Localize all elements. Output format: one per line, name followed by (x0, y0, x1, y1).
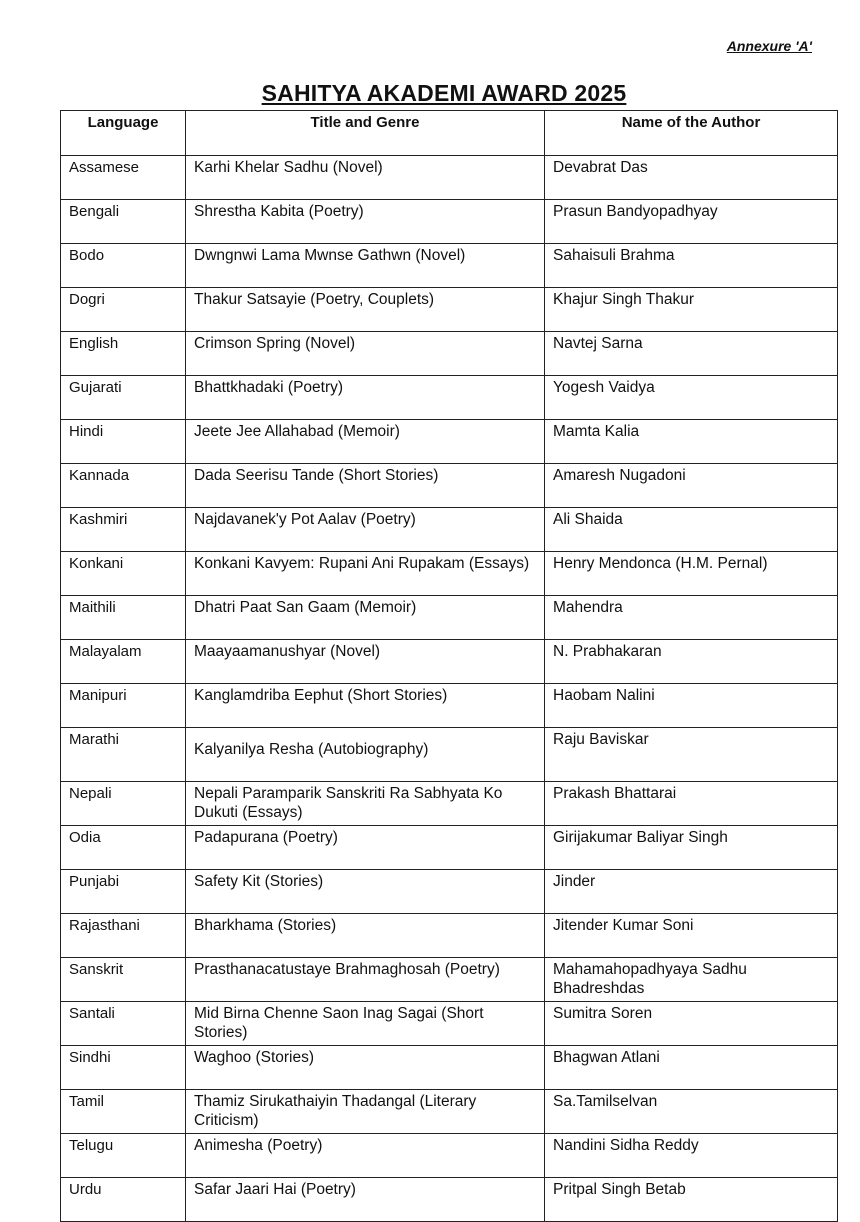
table-row (61, 684, 838, 728)
language-cell: Bodo (61, 244, 186, 288)
language-cell: Telugu (61, 1134, 186, 1178)
table-row (61, 782, 838, 826)
language-cell: Maithili (61, 596, 186, 640)
author-cell: Haobam Nalini (545, 684, 838, 728)
title-genre-cell: Dada Seerisu Tande (Short Stories) (186, 464, 545, 508)
language-cell: Gujarati (61, 376, 186, 420)
language-cell: English (61, 332, 186, 376)
title-genre-cell: Crimson Spring (Novel) (186, 332, 545, 376)
language-cell: Odia (61, 826, 186, 870)
title-genre-cell: Konkani Kavyem: Rupani Ani Rupakam (Essays) (186, 552, 545, 596)
table-row (61, 376, 838, 420)
language-cell: Manipuri (61, 684, 186, 728)
title-genre-cell: Mid Birna Chenne Saon Inag Sagai (Short Stories) (186, 1002, 545, 1046)
author-cell: Navtej Sarna (545, 332, 838, 376)
author-cell: Sumitra Soren (545, 1002, 838, 1046)
table-row (61, 464, 838, 508)
language-cell: Santali (61, 1002, 186, 1046)
language-cell: Sanskrit (61, 958, 186, 1002)
title-genre-cell: Padapurana (Poetry) (186, 826, 545, 870)
author-cell: Raju Baviskar (545, 728, 838, 782)
table-row (61, 1002, 838, 1046)
author-cell: Yogesh Vaidya (545, 376, 838, 420)
table-row (61, 596, 838, 640)
table-row (61, 958, 838, 1002)
title-genre-cell: Kalyanilya Resha (Autobiography) (186, 728, 545, 782)
language-cell: Kannada (61, 464, 186, 508)
language-cell: Hindi (61, 420, 186, 464)
table-header-row (61, 111, 838, 156)
language-cell: Rajasthani (61, 914, 186, 958)
title-genre-cell: Maayaamanushyar (Novel) (186, 640, 545, 684)
title-genre-cell: Animesha (Poetry) (186, 1134, 545, 1178)
table-row (61, 1090, 838, 1134)
author-cell: N. Prabhakaran (545, 640, 838, 684)
author-cell: Sa.Tamilselvan (545, 1090, 838, 1134)
table-body (61, 156, 838, 1222)
author-cell: Henry Mendonca (H.M. Pernal) (545, 552, 838, 596)
author-cell: Amaresh Nugadoni (545, 464, 838, 508)
author-cell: Sahaisuli Brahma (545, 244, 838, 288)
author-cell: Pritpal Singh Betab (545, 1178, 838, 1222)
author-cell: Prasun Bandyopadhyay (545, 200, 838, 244)
author-cell: Bhagwan Atlani (545, 1046, 838, 1090)
title-genre-cell: Bharkhama (Stories) (186, 914, 545, 958)
title-genre-cell: Bhattkhadaki (Poetry) (186, 376, 545, 420)
title-genre-cell: Karhi Khelar Sadhu (Novel) (186, 156, 545, 200)
language-cell: Konkani (61, 552, 186, 596)
author-cell: Nandini Sidha Reddy (545, 1134, 838, 1178)
title-genre-cell: Jeete Jee Allahabad (Memoir) (186, 420, 545, 464)
author-cell: Girijakumar Baliyar Singh (545, 826, 838, 870)
author-cell: Jinder (545, 870, 838, 914)
table-row (61, 640, 838, 684)
table-row (61, 288, 838, 332)
language-cell: Marathi (61, 728, 186, 782)
table-row (61, 200, 838, 244)
language-cell: Urdu (61, 1178, 186, 1222)
table-row (61, 508, 838, 552)
title-genre-cell: Najdavanek'y Pot Aalav (Poetry) (186, 508, 545, 552)
language-cell: Tamil (61, 1090, 186, 1134)
author-cell: Mahendra (545, 596, 838, 640)
title-genre-cell: Waghoo (Stories) (186, 1046, 545, 1090)
language-cell: Nepali (61, 782, 186, 826)
table-row (61, 244, 838, 288)
author-cell: Ali Shaida (545, 508, 838, 552)
table-row (61, 826, 838, 870)
header-title-genre: Title and Genre (186, 111, 545, 156)
author-cell: Khajur Singh Thakur (545, 288, 838, 332)
title-genre-cell: Dhatri Paat San Gaam (Memoir) (186, 596, 545, 640)
title-genre-cell: Dwngnwi Lama Mwnse Gathwn (Novel) (186, 244, 545, 288)
annexure-label: Annexure 'A' (726, 38, 812, 54)
table-row (61, 870, 838, 914)
table-row (61, 1134, 838, 1178)
table-row (61, 332, 838, 376)
table-row (61, 156, 838, 200)
title-genre-cell: Nepali Paramparik Sanskriti Ra Sabhyata Ko Dukuti (Essays) (186, 782, 545, 826)
table-row (61, 1046, 838, 1090)
document-title: SAHITYA AKADEMI AWARD 2025 (261, 80, 627, 106)
table-row (61, 914, 838, 958)
header-language: Language (61, 111, 186, 156)
awards-table (60, 110, 838, 1222)
author-cell: Jitender Kumar Soni (545, 914, 838, 958)
title-genre-cell: Safety Kit (Stories) (186, 870, 545, 914)
language-cell: Punjabi (61, 870, 186, 914)
table-row (61, 420, 838, 464)
title-genre-cell: Shrestha Kabita (Poetry) (186, 200, 545, 244)
title-genre-cell: Kanglamdriba Eephut (Short Stories) (186, 684, 545, 728)
table-row (61, 728, 838, 782)
author-cell: Mahamahopadhyaya Sadhu Bhadreshdas (545, 958, 838, 1002)
title-genre-cell: Thakur Satsayie (Poetry, Couplets) (186, 288, 545, 332)
author-cell: Prakash Bhattarai (545, 782, 838, 826)
author-cell: Devabrat Das (545, 156, 838, 200)
header-author: Name of the Author (545, 111, 838, 156)
language-cell: Bengali (61, 200, 186, 244)
author-cell: Mamta Kalia (545, 420, 838, 464)
language-cell: Kashmiri (61, 508, 186, 552)
title-genre-cell: Prasthanacatustaye Brahmaghosah (Poetry) (186, 958, 545, 1002)
language-cell: Malayalam (61, 640, 186, 684)
language-cell: Dogri (61, 288, 186, 332)
language-cell: Sindhi (61, 1046, 186, 1090)
table-row (61, 552, 838, 596)
language-cell: Assamese (61, 156, 186, 200)
title-genre-cell: Thamiz Sirukathaiyin Thadangal (Literary Criticism) (186, 1090, 545, 1134)
title-genre-cell: Safar Jaari Hai (Poetry) (186, 1178, 545, 1222)
